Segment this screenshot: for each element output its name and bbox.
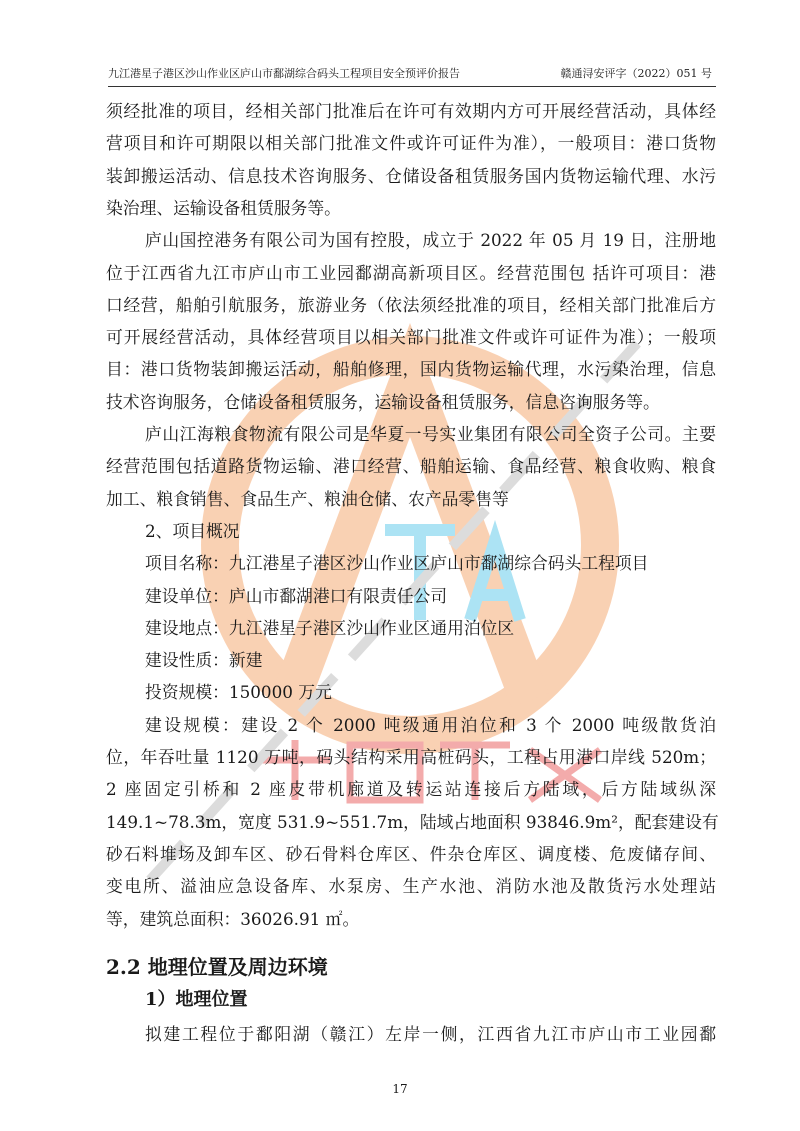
body-line: 149.1~78.3m，宽度 531.9~551.7m，陆域占地面积 93846.9m²，配套建设有 — [106, 811, 719, 832]
body-line: 染治理、运输设备租赁服务等。 — [106, 197, 341, 218]
body-line: 口经营，船舶引航服务，旅游业务（依法须经批准的项目，经相关部门批准后方 — [106, 294, 716, 315]
body-line: 经营范围包括道路货物运输、港口经营、船舶运输、食品经营、粮食收购、粮食 — [106, 456, 716, 477]
body-line: 可开展经营活动，具体经营项目以相关部门批准文件或许可证件为准）；一般项 — [106, 327, 716, 348]
sub-heading: 1）地理位置 — [145, 989, 248, 1010]
body-line: 位于江西省九江市庐山市工业园鄱湖高新项目区。经营范围包 括许可项目：港 — [106, 262, 716, 283]
body-line: 2、项目概况 — [145, 520, 240, 541]
body-line: 营项目和许可期限以相关部门批准文件或许可证件为准），一般项目：港口货物 — [106, 133, 716, 154]
body-line: 装卸搬运活动、信息技术咨询服务、仓储设备租赁服务国内货物运输代理、水污 — [106, 165, 716, 186]
body-line: 变电所、溢油应急设备库、水泵房、生产水池、消防水池及散货污水处理站 — [106, 876, 716, 897]
body-line: 庐山国控港务有限公司为国有控股，成立于 2022 年 05 月 19 日，注册地 — [145, 230, 716, 251]
header-title: 九江港星子港区沙山作业区庐山市鄱湖综合码头工程项目安全预评价报告 — [108, 67, 460, 80]
body-line: 目：港口货物装卸搬运活动，船舶修理，国内货物运输代理，水污染治理，信息 — [106, 359, 716, 380]
header-rule — [108, 86, 716, 87]
body-line: 建设规模：建设 2 个 2000 吨级通用泊位和 3 个 2000 吨级散货泊 — [145, 714, 716, 735]
body-line: 投资规模：150000 万元 — [145, 682, 332, 703]
body-line: 须经批准的项目，经相关部门批准后在许可有效期内方可开展经营活动，具体经 — [106, 101, 716, 121]
page-number: 17 — [392, 1082, 408, 1096]
body-line: 等，建筑总面积：36026.91 ㎡。 — [106, 908, 360, 929]
body-line: 砂石料堆场及卸车区、砂石骨料仓库区、件杂仓库区、调度楼、危废储存间、 — [106, 843, 716, 864]
body-line: 建设性质：新建 — [145, 650, 263, 671]
body-line: 加工、粮食销售、食品生产、粮油仓储、农产品零售等 — [106, 488, 509, 509]
body-line: 建设单位：庐山市鄱湖港口有限责任公司 — [145, 585, 448, 606]
header-doc-number: 赣通浔安评字（2022）051 号 — [560, 67, 712, 80]
body-line: 2 座固定引桥和 2 座皮带机廊道及转运站连接后方陆域，后方陆域纵深 — [106, 779, 716, 800]
body-line: 项目名称：九江港星子港区沙山作业区庐山市鄱湖综合码头工程项目 — [145, 553, 649, 574]
body-line: 技术咨询服务，仓储设备租赁服务，运输设备租赁服务，信息咨询服务等。 — [106, 391, 660, 412]
body-line: 位，年吞吐量 1120 万吨，码头结构采用高桩码头，工程占用港口岸线 520m； — [106, 747, 716, 767]
section-heading: 2.2 地理位置及周边环境 — [106, 955, 328, 979]
body-line: 庐山江海粮食物流有限公司是华夏一号实业集团有限公司全资子公司。主要 — [145, 424, 716, 444]
body-line: 建设地点：九江港星子港区沙山作业区通用泊位区 — [145, 617, 515, 638]
body-line: 拟建工程位于鄱阳湖（赣江）左岸一侧，江西省九江市庐山市工业园鄱 — [145, 1024, 716, 1044]
